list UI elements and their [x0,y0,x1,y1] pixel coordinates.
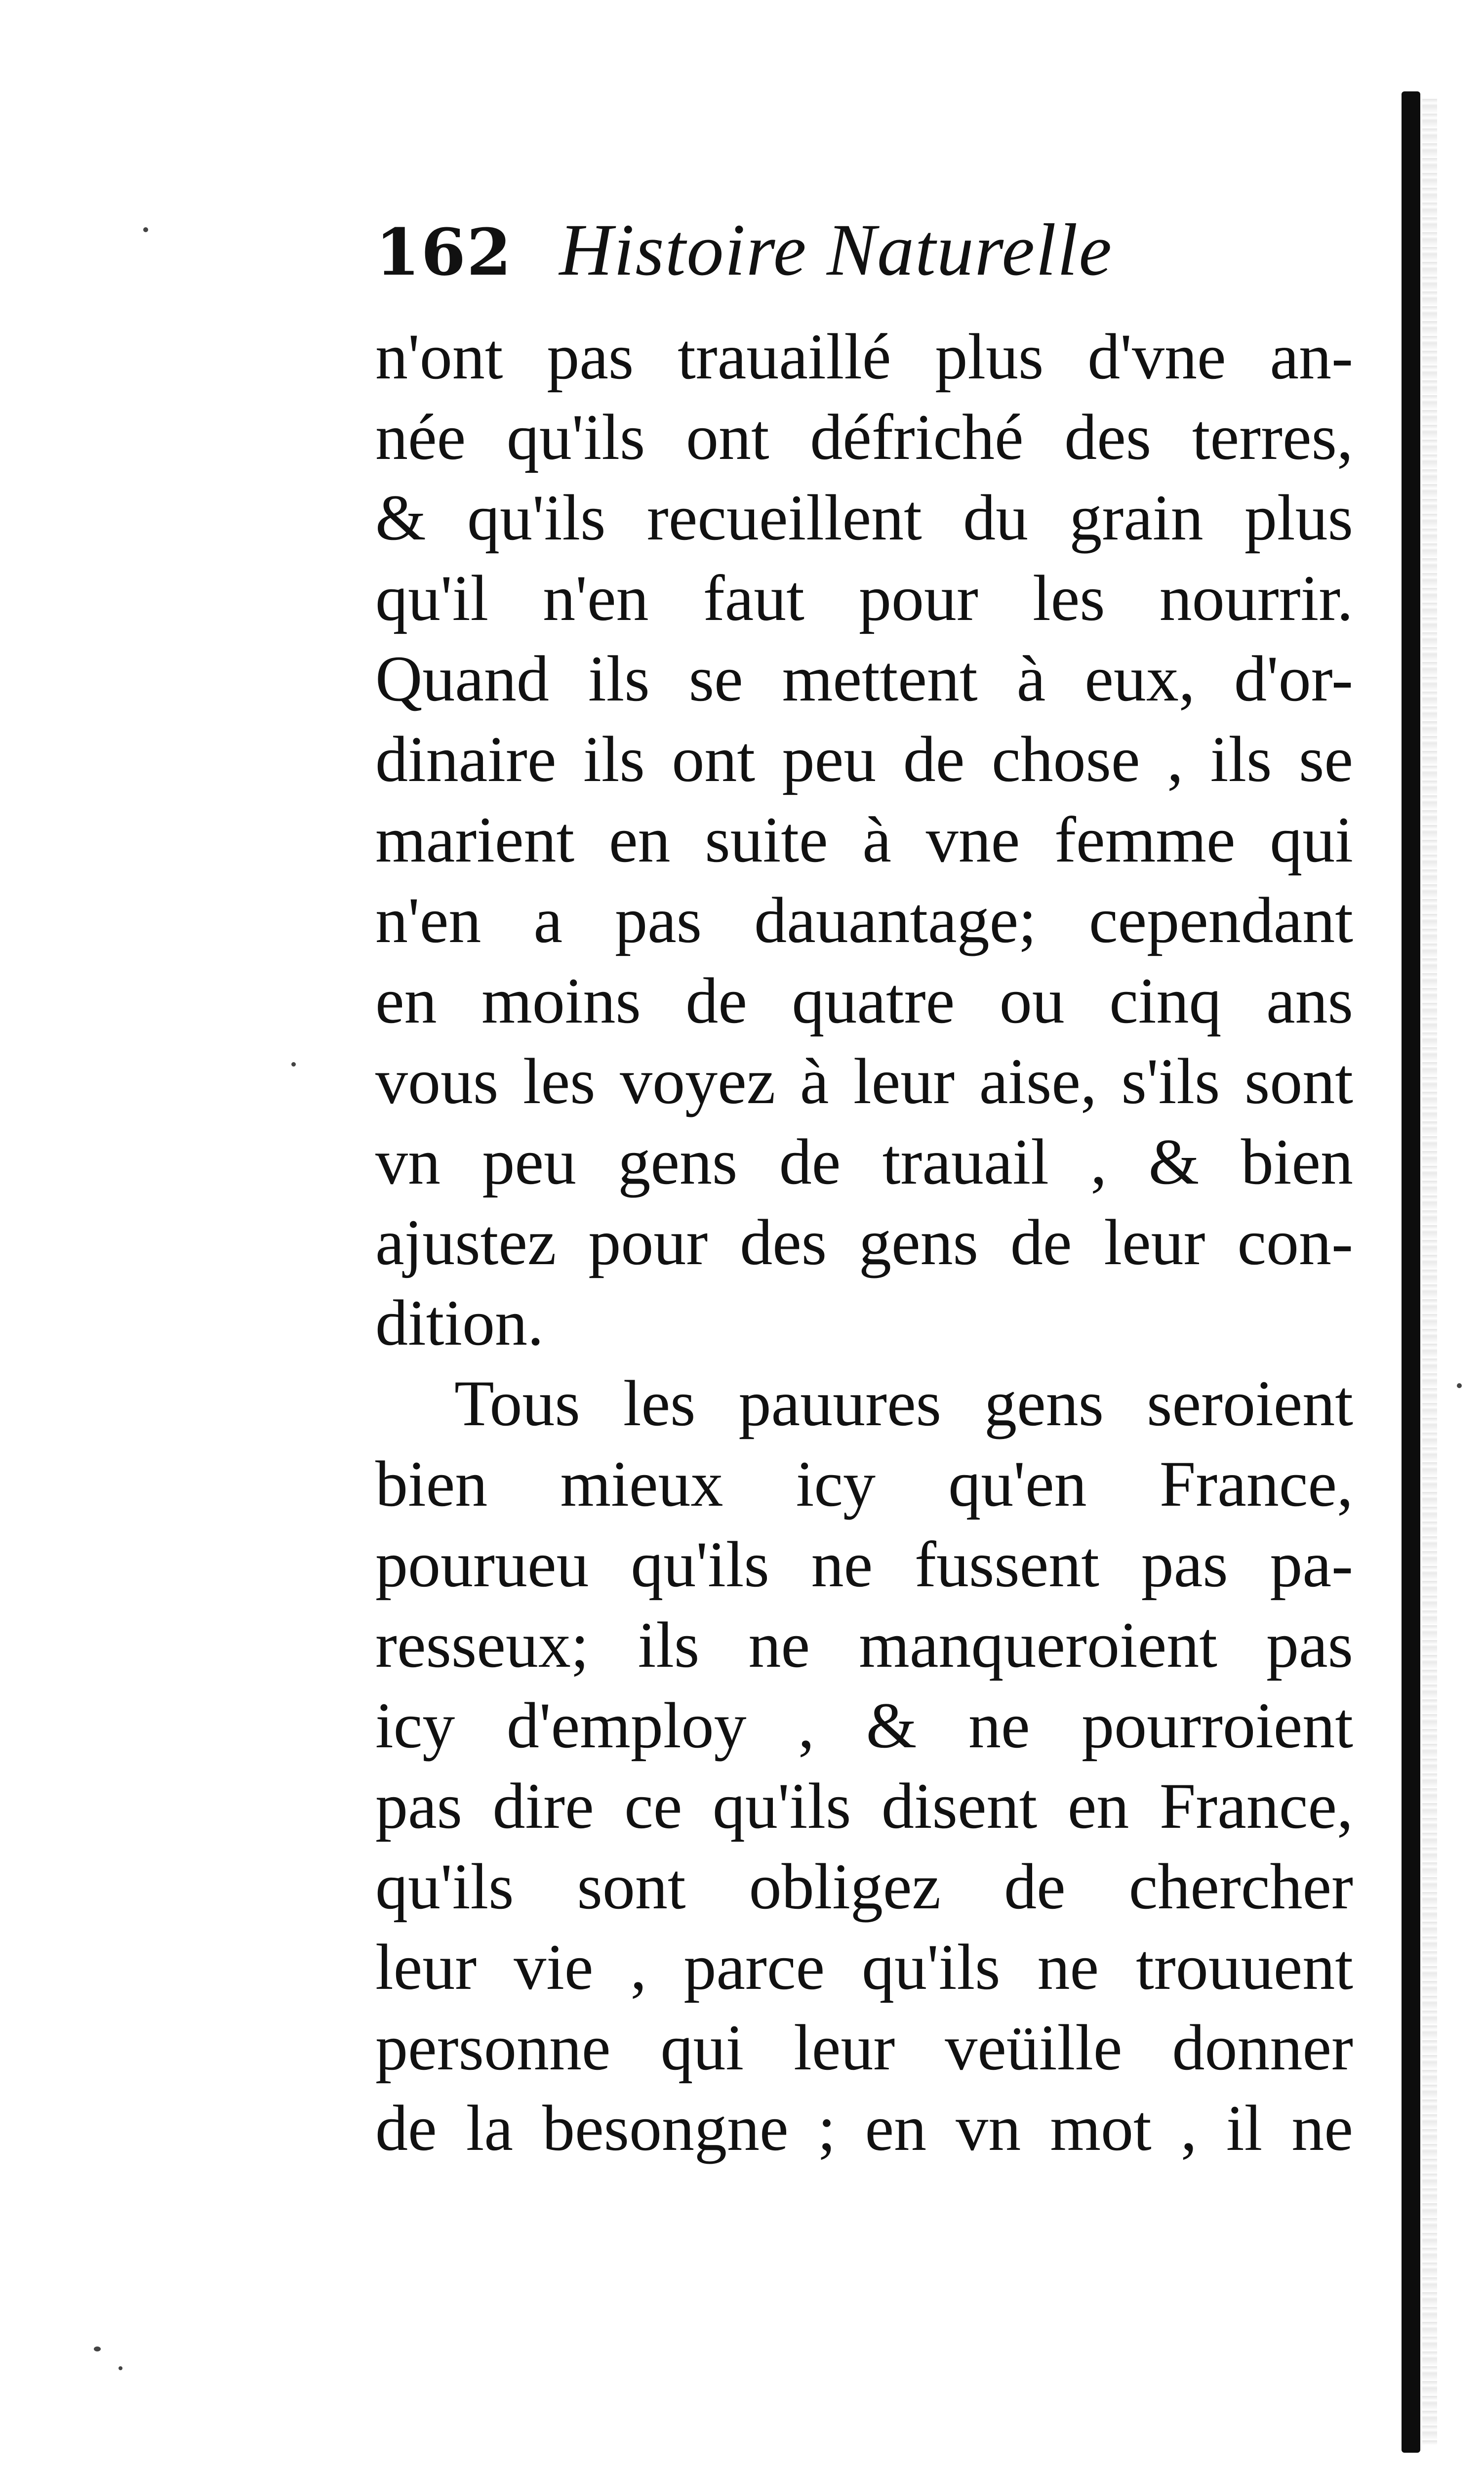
text-line: née qu'ils ont défriché des terres, [375,401,1353,473]
text-line: dinaire ils ont peu de chose , ils se [375,723,1353,795]
text-line: icy d'employ , & ne pourroient [375,1689,1353,1762]
text-line: de la besongne ; en vn mot , il ne [375,2092,1353,2164]
text-line: vn peu gens de trauail , & bien [375,1125,1353,1198]
text-line: personne qui leur veüille donner [375,2011,1353,2084]
text-line: pas dire ce qu'ils disent en France, [375,1770,1353,1842]
text-line: leur vie , parce qu'ils ne trouuent [375,1931,1353,2003]
page-number: 162 [375,214,513,290]
text-line: dition. [375,1286,544,1359]
text-line: bien mieux icy qu'en France, [375,1447,1353,1520]
text-line: qu'il n'en faut pour les nourrir. [375,562,1353,634]
body-text [375,316,1353,2168]
text-line: Quand ils se mettent à eux, d'or- [375,642,1353,715]
text-line: en moins de quatre ou cinq ans [375,964,1353,1037]
text-line: n'ont pas trauaillé plus d'vne an- [375,320,1353,393]
scan-speck [1457,1383,1462,1388]
text-line: marient en suite à vne femme qui [375,803,1353,876]
scan-speck [119,2366,122,2370]
text-line: vous les voyez à leur aise, s'ils sont [375,1045,1353,1117]
text-line: Tous les pauures gens seroient [454,1367,1353,1440]
scan-speck [291,1062,296,1067]
text-line: ajustez pour des gens de leur con- [375,1206,1353,1278]
text-line: pourueu qu'ils ne fussent pas pa- [375,1528,1353,1601]
scan-speck [94,2346,101,2351]
page-edge-shadow [1422,99,1437,2445]
text-line: qu'ils sont obligez de chercher [375,1850,1353,1923]
text-line: resseux; ils ne manqueroient pas [375,1608,1353,1681]
binding-edge [1402,91,1420,2453]
text-line: & qu'ils recueillent du grain plus [375,481,1353,554]
scan-speck [143,227,148,232]
page-header [375,207,1314,306]
text-line: n'en a pas dauantage; cependant [375,884,1353,956]
running-head: Histoire Naturelle [559,209,1113,291]
